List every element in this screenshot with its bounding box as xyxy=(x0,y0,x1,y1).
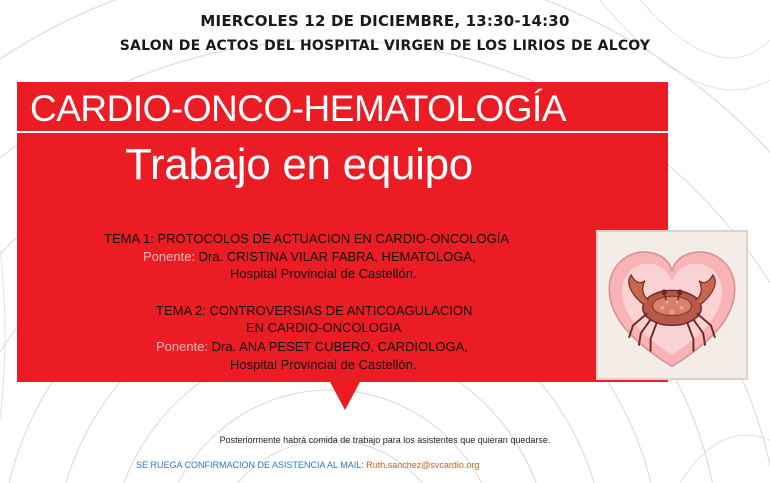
page-subtitle: Trabajo en equipo xyxy=(125,140,473,189)
heart-crab-illustration xyxy=(596,230,748,380)
banner-divider xyxy=(17,131,668,133)
heart-crab-icon xyxy=(598,232,746,378)
topic-2-speaker xyxy=(156,339,468,354)
rsvp-line xyxy=(136,460,479,470)
topic-2-speaker-label: Ponente: xyxy=(156,339,209,354)
event-venue: SALON DE ACTOS DEL HOSPITAL VIRGEN DE LOS LIRIOS DE ALCOY xyxy=(119,38,651,54)
topic-2-title-line2: EN CARDIO-ONCOLOGIA xyxy=(246,320,402,335)
event-date-time: MIERCOLES 12 DE DICIEMBRE, 13:30-14:30 xyxy=(200,12,570,30)
topic-1-speaker-name: Dra. CRISTINA VILAR FABRA, HEMATOLOGA, xyxy=(198,249,476,264)
topic-2-title-line1: TEMA 2: CONTROVERSIAS DE ANTICOAGULACION xyxy=(156,303,473,318)
topic-1-speaker xyxy=(143,249,476,264)
topic-1-title: TEMA 1: PROTOCOLOS DE ACTUACION EN CARDIO-ONCOLOGÍA xyxy=(104,231,509,246)
banner-pointer xyxy=(330,382,360,410)
topic-2-institution: Hospital Provincial de Castellón. xyxy=(230,357,417,372)
lunch-note: Posteriormente habrá comida de trabajo para los asistentes que quieran quedarse. xyxy=(219,435,551,445)
topic-2-speaker-name: Dra. ANA PESET CUBERO, CARDIOLOGA, xyxy=(211,339,468,354)
page-title: CARDIO-ONCO-HEMATOLOGÍA xyxy=(30,88,567,129)
rsvp-text: SE RUEGA CONFIRMACION DE ASISTENCIA AL MAIL: xyxy=(136,460,364,470)
rsvp-email-link[interactable]: Ruth.sanchez@svcardio.org xyxy=(366,460,480,470)
topic-1-institution: Hospital Provincial de Castellón. xyxy=(230,266,417,281)
topic-1-speaker-label: Ponente: xyxy=(143,249,196,264)
